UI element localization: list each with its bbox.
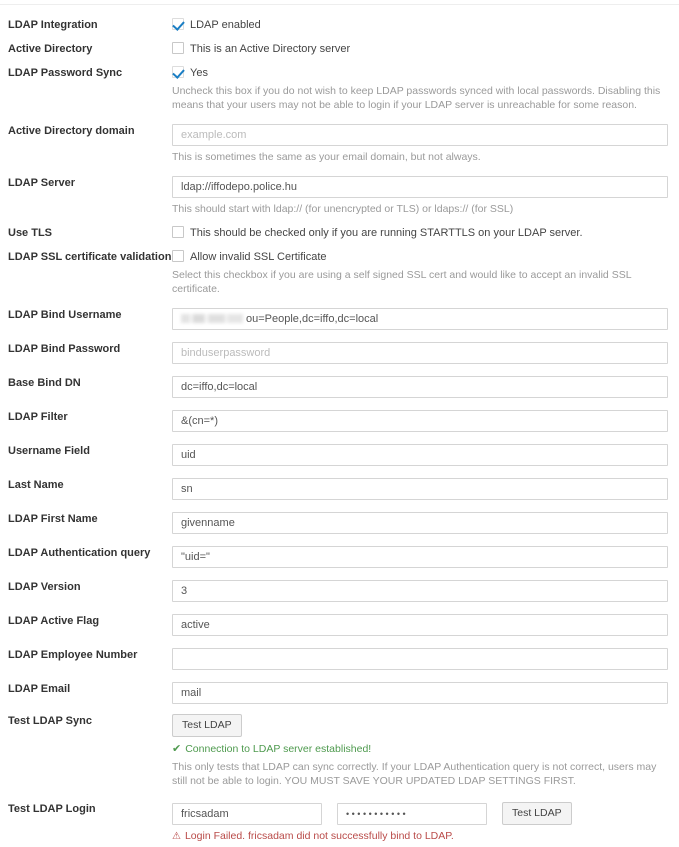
setting-field	[172, 682, 679, 704]
settings-row	[0, 580, 679, 602]
test-ldap-password-input[interactable]	[337, 803, 487, 825]
setting-input[interactable]	[172, 546, 668, 568]
settings-row	[0, 512, 679, 534]
setting-label: Active Directory domain	[8, 125, 135, 137]
setting-input[interactable]	[172, 648, 668, 670]
setting-label: LDAP SSL certificate validation	[8, 251, 172, 263]
setting-input[interactable]	[172, 478, 668, 500]
setting-field	[172, 648, 679, 670]
checkbox-unchecked-icon[interactable]	[172, 42, 184, 54]
checkbox-label: LDAP enabled	[190, 19, 261, 31]
checkbox-unchecked-icon[interactable]	[172, 226, 184, 238]
checkbox-label: Allow invalid SSL Certificate	[190, 251, 327, 263]
setting-label: LDAP Password Sync	[8, 67, 123, 79]
setting-label: LDAP Email	[8, 683, 71, 695]
test-ldap-username-input[interactable]	[172, 803, 322, 825]
warning-icon: ⚠	[172, 830, 181, 842]
field-test-ldap-login	[172, 802, 679, 843]
checkbox-row[interactable]	[172, 42, 668, 56]
settings-row	[0, 124, 679, 164]
ldap-login-error-text: Login Failed. fricsadam did not successfully bind to LDAP.	[184, 830, 454, 842]
settings-row	[0, 308, 679, 330]
setting-input[interactable]	[172, 410, 668, 432]
check-icon: ✔	[172, 742, 182, 755]
setting-field	[172, 18, 679, 32]
settings-row	[0, 648, 679, 670]
setting-label: Base Bind DN	[8, 377, 81, 389]
setting-field	[172, 250, 679, 296]
label-test-ldap-login: Test LDAP Login	[8, 803, 96, 815]
setting-input[interactable]	[172, 124, 668, 146]
checkbox-checked-icon[interactable]	[172, 18, 184, 30]
setting-field	[172, 478, 679, 500]
settings-row	[0, 176, 679, 216]
setting-field	[172, 342, 679, 364]
checkbox-row[interactable]	[172, 250, 668, 264]
settings-row	[0, 614, 679, 636]
setting-field	[172, 614, 679, 636]
setting-input[interactable]	[172, 444, 668, 466]
setting-label: LDAP First Name	[8, 513, 98, 525]
setting-field	[172, 308, 679, 330]
ldap-bind-username-value: ou=People,dc=iffo,dc=local	[246, 313, 379, 325]
ldap-sync-status	[172, 742, 668, 756]
ldap-login-error	[172, 829, 668, 843]
settings-row	[0, 42, 679, 56]
settings-row	[0, 444, 679, 466]
setting-helper-text: This is sometimes the same as your email domain, but not always.	[172, 151, 481, 163]
setting-label: LDAP Bind Password	[8, 343, 121, 355]
top-divider	[0, 4, 679, 5]
setting-label: LDAP Integration	[8, 19, 98, 31]
setting-field	[172, 66, 679, 112]
checkbox-row[interactable]	[172, 66, 668, 80]
test-ldap-sync-button[interactable]: Test LDAP	[172, 714, 242, 737]
setting-label: LDAP Authentication query	[8, 547, 151, 559]
setting-label: LDAP Server	[8, 177, 76, 189]
settings-row	[0, 682, 679, 704]
setting-label: LDAP Active Flag	[8, 615, 100, 627]
setting-field	[172, 42, 679, 56]
setting-label: Use TLS	[8, 227, 53, 239]
row-test-ldap-sync	[0, 714, 679, 788]
setting-input[interactable]	[172, 614, 668, 636]
setting-field	[172, 512, 679, 534]
setting-field	[172, 376, 679, 398]
checkbox-label: This should be checked only if you are running STARTTLS on your LDAP server.	[190, 227, 583, 239]
settings-row	[0, 250, 679, 296]
settings-row	[0, 376, 679, 398]
setting-field	[172, 546, 679, 568]
settings-row	[0, 546, 679, 568]
row-test-ldap-login	[0, 802, 679, 843]
setting-helper-text: Select this checkbox if you are using a self signed SSL cert and would like to accept an invalid SSL certificate.	[172, 269, 632, 295]
settings-row	[0, 226, 679, 240]
setting-field	[172, 226, 679, 240]
settings-row	[0, 342, 679, 364]
setting-label: LDAP Version	[8, 581, 81, 593]
label-test-ldap-sync: Test LDAP Sync	[8, 715, 92, 727]
setting-input[interactable]	[172, 512, 668, 534]
setting-label: Active Directory	[8, 43, 93, 55]
checkbox-label: This is an Active Directory server	[190, 43, 351, 55]
setting-field	[172, 444, 679, 466]
setting-label: Last Name	[8, 479, 64, 491]
setting-helper-text: This should start with ldap:// (for unencrypted or TLS) or ldaps:// (for SSL)	[172, 203, 514, 215]
redacted-text	[181, 314, 243, 323]
setting-field	[172, 580, 679, 602]
settings-row	[0, 410, 679, 432]
settings-row	[0, 66, 679, 112]
checkbox-unchecked-icon[interactable]	[172, 250, 184, 262]
setting-input[interactable]	[172, 176, 668, 198]
settings-row	[0, 18, 679, 32]
ldap-bind-username-input[interactable]	[172, 308, 668, 330]
setting-input[interactable]	[172, 580, 668, 602]
setting-label: Username Field	[8, 445, 90, 457]
setting-input[interactable]	[172, 682, 668, 704]
checkbox-label: Yes	[190, 67, 208, 79]
setting-helper-text: Uncheck this box if you do not wish to keep LDAP passwords synced with local passwords. Disabling this means that your users may not be able to login if your LDAP server is unreachable for some reason.	[172, 85, 661, 111]
test-ldap-sync-helper: This only tests that LDAP can sync correctly. If your LDAP Authentication query is not correct, users may still not be able to login. YOU MUST SAVE YOUR UPDATED LDAP SETTINGS FIRST.	[172, 761, 657, 787]
setting-input[interactable]	[172, 342, 668, 364]
setting-label: LDAP Bind Username	[8, 309, 122, 321]
settings-row	[0, 478, 679, 500]
setting-label: LDAP Employee Number	[8, 649, 138, 661]
setting-field	[172, 410, 679, 432]
checkbox-row[interactable]	[172, 18, 668, 32]
ldap-sync-status-text: Connection to LDAP server established!	[185, 743, 372, 755]
setting-field	[172, 176, 679, 216]
checkbox-row[interactable]	[172, 226, 668, 240]
setting-field	[172, 124, 679, 164]
test-login-controls	[172, 802, 668, 825]
test-ldap-login-button[interactable]: Test LDAP	[502, 802, 572, 825]
field-test-ldap-sync	[172, 714, 679, 788]
checkbox-checked-icon[interactable]	[172, 66, 184, 78]
setting-label: LDAP Filter	[8, 411, 68, 423]
setting-input[interactable]	[172, 376, 668, 398]
